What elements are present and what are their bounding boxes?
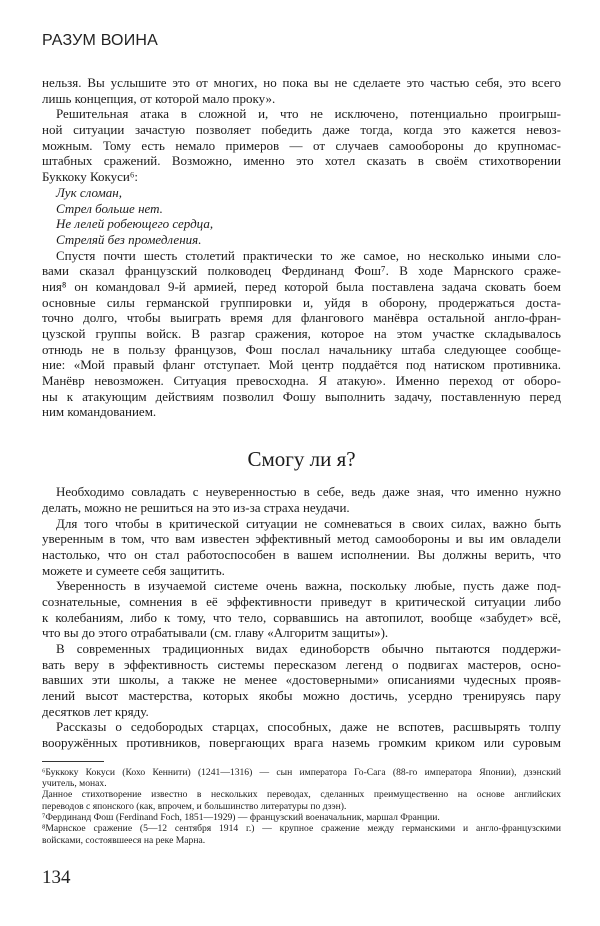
footnote-line: Данное стихотворение известно в нескольких переводах, сделанных преимущественно на основе английских	[42, 789, 561, 801]
footnote	[42, 812, 561, 823]
text-after-heading	[42, 484, 561, 751]
text-line: Буккоку Кокуси⁶:	[42, 169, 139, 185]
text-line: точно долго, чтобы выиграть время для флангового манёвра остальной англо-фран-	[42, 310, 561, 326]
text-line: к колебаниям, либо к тому, что тело, сорвавшись на автопилот, вообще «забудет» всё,	[42, 609, 561, 625]
page-number: 134	[42, 867, 71, 888]
section-heading: Смогу ли я?	[247, 447, 356, 472]
text-line: делать, можно не решиться на это из-за страха неудачи.	[42, 499, 350, 515]
paragraph	[42, 578, 561, 641]
footnote	[42, 789, 561, 812]
text-line: отнюдь не в пользу французов, Фош послал начальнику штаба следующее сообще-	[42, 341, 561, 357]
text-line: Манёвр невозможен. Ситуация превосходна. Я атакую». Именно переход от оборо-	[42, 373, 561, 389]
text-line: Решительная атака в сложной и, что не исключено, потенциально проигрыш-	[56, 106, 561, 122]
footnote-line: ⁷Фердинанд Фош (Ferdinand Foch, 1851—1929) — французский военачальник, маршал Франции.	[42, 812, 440, 823]
text-line: ной ситуации зачастую позволяет победить даже тогда, когда это кажется невоз-	[42, 122, 561, 138]
text-line: сознательные, сомнения в её эффективности приведут в критической ситуации либо	[42, 593, 561, 609]
paragraph	[42, 106, 561, 184]
page-body	[42, 75, 561, 846]
text-line: лений высот мастерства, которых якобы можно достичь, усердно тренируясь пару	[42, 688, 561, 704]
paragraph	[42, 641, 561, 719]
text-line: можным. Тому есть немало примеров — от случаев самообороны до крупномас-	[42, 137, 561, 153]
text-line: вами сказал французский полководец Фердинанд Фош⁷. В ходе Марнского сраже-	[42, 263, 561, 279]
paragraph	[42, 248, 561, 421]
text-line: настолько, что он стал работоспособен в вашем исполнении. Вы должны верить, что	[42, 546, 561, 562]
footnote-line: войсками, состоявшееся на реке Марна.	[42, 834, 206, 846]
footnote-line: учитель, монах.	[42, 778, 107, 790]
text-line: что вы до этого отрабатывали (см. главу «Алгоритм защиты»).	[42, 625, 389, 641]
footnote-line: переводов с японского (как, впрочем, и большинство литературы по дзэн).	[42, 800, 347, 812]
paragraph	[42, 719, 561, 750]
text-line: цузской группы войск. В разгар сражения, которое на этом участке складывалось	[42, 326, 561, 341]
text-line: штабных сражений. Возможно, именно это хотел сказать в своём стихотворении	[42, 153, 561, 169]
text-line: вать веру в эффективность системы пересказом легенд о подвигах мастеров, осно-	[42, 656, 561, 672]
footnote-divider	[42, 761, 104, 762]
text-line: В современных традиционных видах единоборств обычно пытаются поддержи-	[56, 641, 561, 656]
footnote	[42, 823, 561, 846]
text-line: уверенным в том, что вам известен эффективный метод самообороны и вы им овладели	[42, 531, 561, 547]
poem-line: Не лелей робеющего сердца,	[56, 216, 214, 232]
text-line: десятков лет кряду.	[42, 703, 149, 719]
poem	[42, 185, 561, 248]
footnote-line: ⁶Буккоку Кокуси (Кохо Кеннити) (1241—1316) — сын императора Го-Сага (88-го императора Японии), дзэнский	[42, 766, 561, 778]
text-line: ним командованием.	[42, 404, 157, 420]
text-line: вооружённых противников, повергающих врага наземь громким криком или суровым	[42, 735, 561, 751]
text-line: ны к атакующим действиям позволил Фошу выполнить задачу, поставленную перед	[42, 388, 561, 404]
text-before-heading	[42, 75, 561, 420]
text-line: нельзя. Вы услышите это от многих, но пока вы не сделаете это частью себя, это всего	[42, 75, 561, 90]
footnote	[42, 767, 561, 790]
text-line: лишь концепция, от которой мало проку».	[42, 90, 276, 106]
text-line: ние: «Мой правый фланг отступает. Мой центр поддаётся под натиском противника.	[42, 357, 561, 373]
text-line: Рассказы о седобородых старцах, способных, даже не вспотев, расшвырять толпу	[56, 719, 561, 735]
paragraph	[42, 75, 561, 106]
poem-line: Стреляй без промедления.	[56, 231, 202, 247]
paragraph	[42, 516, 561, 579]
footnotes	[42, 767, 561, 846]
text-line: Необходимо совладать с неуверенностью в себе, ведь даже зная, что именно нужно	[56, 484, 561, 500]
text-line: Уверенность в изучаемой системе очень важна, поскольку любые, пусть даже под-	[56, 578, 561, 594]
footnote-line: ⁸Марнское сражение (5—12 сентября 1914 г.) — крупное сражение между германскими и англо-французскими	[42, 823, 561, 835]
poem-line: Стрел больше нет.	[56, 200, 163, 216]
poem-line: Лук сломан,	[56, 184, 123, 200]
text-line: вавших эти школы, а также не менее «достоверными» описаниями чудесных прояв-	[42, 672, 561, 688]
text-line: ния⁸ он командовал 9-й армией, перед которой была поставлена задача сковать боем	[42, 278, 561, 294]
text-line: Для того чтобы в критической ситуации не сомневаться в своих силах, важно быть	[56, 515, 561, 531]
paragraph	[42, 484, 561, 515]
text-line: основные силы германской группировки и, уйдя в оборону, продержаться доста-	[42, 294, 561, 310]
text-line: Спустя почти шесть столетий практически то же самое, но несколько иными сло-	[56, 247, 561, 263]
text-line: можете и сумеете себя защитить.	[42, 562, 225, 578]
running-head: РАЗУМ ВОИНА	[42, 32, 159, 49]
